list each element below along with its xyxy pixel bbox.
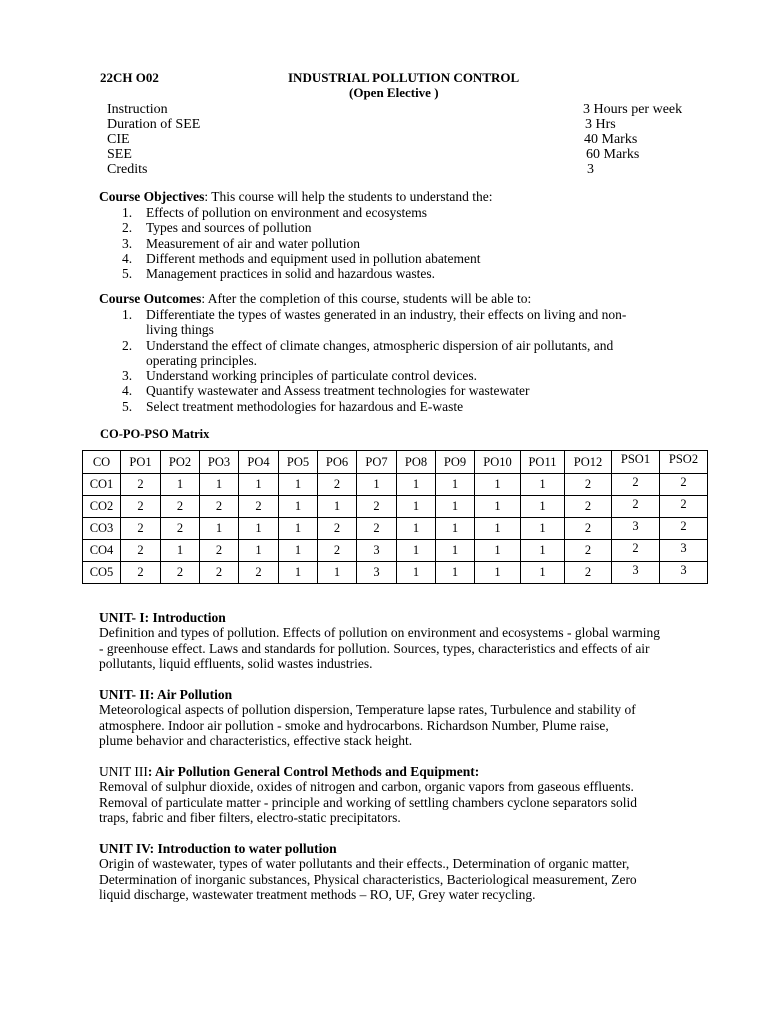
- matrix-cell: [660, 562, 708, 584]
- matrix-cell: 1: [475, 518, 521, 540]
- matrix-cell: CO1: [83, 474, 121, 496]
- item-text: Effects of pollution on environment and ecosystems: [146, 205, 427, 220]
- matrix-cell-value: 2: [680, 519, 687, 533]
- matrix-cell: CO5: [83, 562, 121, 584]
- matrix-cell-value: 2: [632, 475, 639, 489]
- item-text: Differentiate the types of wastes generated in an industry, their effects on living and non-: [146, 307, 627, 322]
- matrix-cell: 1: [397, 518, 436, 540]
- unit-line: Determination of inorganic substances, Physical characteristics, Bacteriological measurement, Zero: [99, 871, 637, 887]
- matrix-cell: 2: [121, 496, 161, 518]
- info-label: Credits: [107, 162, 148, 177]
- unit-line: Removal of particulate matter - principle and working of settling chambers cyclone separators solid: [99, 794, 637, 810]
- matrix-cell-value: 2: [632, 497, 639, 511]
- list-item: [99, 399, 626, 414]
- matrix-cell: 1: [161, 474, 200, 496]
- list-item: [99, 251, 481, 266]
- matrix-cell: 2: [357, 496, 397, 518]
- info-value: 3 Hours per week: [583, 102, 683, 117]
- matrix-header-cell: PO12: [565, 451, 612, 474]
- matrix-cell: 2: [239, 562, 279, 584]
- matrix-cell: 2: [121, 540, 161, 562]
- matrix-header-cell: CO: [83, 451, 121, 474]
- matrix-cell: [612, 496, 660, 518]
- matrix-cell: 1: [239, 518, 279, 540]
- unit-heading: UNIT IV: Introduction to water pollution: [99, 841, 337, 856]
- matrix-header-cell: PO6: [318, 451, 357, 474]
- matrix-cell: 1: [397, 496, 436, 518]
- unit-heading: UNIT- II: Air Pollution: [99, 687, 233, 702]
- matrix-cell: 2: [161, 518, 200, 540]
- item-text: Understand working principles of particulate control devices.: [146, 368, 478, 384]
- item-text: Management practices in solid and hazardous wastes.: [146, 266, 436, 282]
- item-number: 5.: [122, 398, 133, 414]
- objectives-label: Course Objectives: [99, 189, 205, 204]
- list-item: [99, 307, 626, 338]
- table-row: [83, 474, 708, 496]
- unit-line: plume behavior and characteristics, effective stack height.: [99, 733, 413, 749]
- matrix-cell-value: 3: [632, 519, 639, 533]
- matrix-header-cell: PO10: [475, 451, 521, 474]
- matrix-cell: 1: [318, 562, 357, 584]
- matrix-cell: 2: [318, 474, 357, 496]
- info-value: 40 Marks: [584, 132, 638, 147]
- matrix-cell: [660, 518, 708, 540]
- objectives-intro: : This course will help the students to understand the:: [204, 189, 493, 204]
- item-number: 2.: [122, 337, 133, 353]
- outcomes-intro: : After the completion of this course, students will be able to:: [201, 291, 532, 306]
- item-text: Quantify wastewater and Assess treatment technologies for wastewater: [146, 383, 530, 399]
- matrix-cell: 3: [357, 540, 397, 562]
- matrix-cell: 2: [318, 540, 357, 562]
- unit-line: liquid discharge, wastewater treatment methods – RO, UF, Grey water recycling.: [99, 887, 536, 903]
- item-number: 5.: [122, 266, 133, 282]
- item-number: 2.: [122, 220, 133, 236]
- item-number: 1.: [122, 307, 133, 322]
- matrix-cell: 2: [200, 562, 239, 584]
- matrix-cell: 2: [121, 474, 161, 496]
- info-value: 3: [587, 162, 594, 177]
- matrix-cell: [612, 540, 660, 562]
- matrix-cell: 1: [397, 562, 436, 584]
- outcomes-heading: [99, 291, 531, 307]
- unit-line: - greenhouse effect. Laws and standards for pollution. Sources, types, characteristics and effects of air: [99, 640, 650, 656]
- matrix-cell-value: 3: [632, 563, 639, 577]
- list-item: [99, 368, 626, 383]
- matrix-cell: [660, 496, 708, 518]
- matrix-cell: 1: [318, 496, 357, 518]
- list-item: [99, 236, 481, 251]
- item-text: Understand the effect of climate changes, atmospheric dispersion of air pollutants, and: [146, 337, 614, 353]
- outcomes-label: Course Outcomes: [99, 291, 202, 306]
- matrix-cell: 2: [565, 540, 612, 562]
- matrix-cell: [612, 474, 660, 496]
- unit-line: Removal of sulphur dioxide, oxides of nitrogen and carbon, organic vapors from gaseous effluents.: [99, 779, 634, 795]
- info-label: CIE: [107, 132, 130, 147]
- item-number: 3.: [122, 368, 133, 384]
- matrix-cell: CO4: [83, 540, 121, 562]
- matrix-cell: 2: [200, 496, 239, 518]
- matrix-header-cell: PO7: [357, 451, 397, 474]
- matrix-cell: 1: [521, 474, 565, 496]
- item-text-continued: operating principles.: [146, 352, 257, 368]
- matrix-cell: 1: [279, 518, 318, 540]
- matrix-cell: 1: [279, 540, 318, 562]
- matrix-cell-value: 2: [680, 475, 687, 489]
- matrix-cell-value: 2: [680, 497, 687, 511]
- info-value: 3 Hrs: [585, 117, 616, 132]
- item-text: Types and sources of pollution: [146, 220, 312, 236]
- table-row: [83, 496, 708, 518]
- matrix-header-row: [83, 451, 708, 474]
- matrix-header-cell: PO3: [200, 451, 239, 474]
- matrix-header-cell: [660, 451, 708, 474]
- matrix-cell: 1: [475, 540, 521, 562]
- info-value: 60 Marks: [586, 147, 640, 162]
- matrix-cell: 1: [239, 474, 279, 496]
- unit-4: [99, 841, 696, 903]
- unit-3: [99, 764, 696, 826]
- matrix-cell: 2: [318, 518, 357, 540]
- matrix-cell: 1: [397, 474, 436, 496]
- item-text: Measurement of air and water pollution: [146, 235, 361, 251]
- matrix-cell: 1: [436, 540, 475, 562]
- matrix-cell: [660, 474, 708, 496]
- item-text-continued: living things: [146, 322, 214, 338]
- list-item: [99, 338, 626, 369]
- info-label: SEE: [107, 147, 132, 162]
- objectives-list: [99, 205, 481, 281]
- list-item: [99, 220, 481, 235]
- matrix-cell: 1: [521, 496, 565, 518]
- matrix-cell: 1: [475, 496, 521, 518]
- list-item: [99, 383, 626, 398]
- unit-line: Origin of wastewater, types of water pollutants and their effects., Determination of organic matter,: [99, 856, 630, 872]
- matrix-header-cell: PO8: [397, 451, 436, 474]
- matrix-cell: 1: [161, 540, 200, 562]
- matrix-cell: 2: [565, 474, 612, 496]
- course-title: INDUSTRIAL POLLUTION CONTROL: [288, 70, 520, 85]
- list-item: [99, 266, 481, 281]
- matrix-title: CO-PO-PSO Matrix: [100, 427, 210, 441]
- unit-line: atmosphere. Indoor air pollution - smoke and hydrocarbons. Richardson Number, Plume raise,: [99, 717, 609, 733]
- unit-line: pollutants, liquid effluents, solid wastes industries.: [99, 656, 373, 672]
- unit-1: [99, 610, 696, 672]
- matrix-cell-value: PSO1: [620, 452, 651, 466]
- matrix-cell: 2: [121, 518, 161, 540]
- item-number: 3.: [122, 235, 133, 251]
- matrix-cell: 1: [357, 474, 397, 496]
- matrix-cell: 2: [239, 496, 279, 518]
- matrix-cell: 1: [436, 496, 475, 518]
- matrix-cell: CO3: [83, 518, 121, 540]
- matrix-cell: 3: [357, 562, 397, 584]
- matrix-cell: 1: [397, 540, 436, 562]
- matrix-cell: 2: [121, 562, 161, 584]
- matrix-header-cell: PO1: [121, 451, 161, 474]
- matrix-cell: 1: [436, 474, 475, 496]
- info-label: Duration of SEE: [107, 117, 201, 132]
- matrix-cell: 1: [521, 562, 565, 584]
- matrix-cell-value: 3: [680, 541, 687, 555]
- matrix-cell: 2: [565, 518, 612, 540]
- matrix-cell: 2: [161, 562, 200, 584]
- list-item: [99, 205, 481, 220]
- matrix-header-cell: PO4: [239, 451, 279, 474]
- matrix-header-cell: PO5: [279, 451, 318, 474]
- matrix-cell: 2: [565, 562, 612, 584]
- item-number: 1.: [122, 205, 133, 220]
- matrix-cell: [660, 540, 708, 562]
- matrix-cell: [612, 518, 660, 540]
- matrix-cell: 1: [279, 562, 318, 584]
- unit-line: Meteorological aspects of pollution dispersion, Temperature lapse rates, Turbulence and stability of: [99, 702, 636, 718]
- matrix-header-cell: PO2: [161, 451, 200, 474]
- unit-heading-prefix: UNIT III: [99, 764, 148, 779]
- item-text: Select treatment methodologies for hazardous and E-waste: [146, 398, 464, 414]
- table-row: [83, 518, 708, 540]
- matrix-cell-value: PSO2: [668, 452, 699, 466]
- unit-2: [99, 687, 696, 749]
- course-subtitle: (Open Elective ): [349, 85, 439, 100]
- course-code: 22CH O02: [100, 70, 159, 85]
- unit-heading-title: : Air Pollution General Control Methods and Equipment:: [147, 764, 480, 779]
- matrix-cell: 1: [521, 518, 565, 540]
- matrix-header-cell: PO9: [436, 451, 475, 474]
- matrix-cell: 1: [436, 562, 475, 584]
- matrix-cell: CO2: [83, 496, 121, 518]
- objectives-heading: [99, 189, 492, 205]
- matrix-cell: 2: [200, 540, 239, 562]
- table-row: [83, 562, 708, 584]
- matrix-cell-value: 2: [632, 541, 639, 555]
- outcomes-list: [99, 307, 626, 414]
- unit-heading: [99, 764, 696, 779]
- matrix-cell: 1: [436, 518, 475, 540]
- unit-line: traps, fabric and fiber filters, electro-static precipitators.: [99, 810, 401, 826]
- matrix-cell: 1: [279, 496, 318, 518]
- unit-line: Definition and types of pollution. Effects of pollution on environment and ecosystems - global warming: [99, 625, 661, 641]
- item-text: Different methods and equipment used in pollution abatement: [146, 250, 481, 266]
- matrix-cell: 1: [521, 540, 565, 562]
- matrix-cell: [612, 562, 660, 584]
- matrix-cell-value: 3: [680, 563, 687, 577]
- matrix-cell: 1: [239, 540, 279, 562]
- matrix-header-cell: [612, 451, 660, 474]
- unit-heading: UNIT- I: Introduction: [99, 610, 226, 625]
- matrix-cell: 1: [200, 474, 239, 496]
- matrix-cell: 2: [161, 496, 200, 518]
- table-row: [83, 540, 708, 562]
- info-label: Instruction: [107, 102, 168, 117]
- matrix-header-cell: PO11: [521, 451, 565, 474]
- item-number: 4.: [122, 250, 133, 266]
- matrix-cell: 1: [279, 474, 318, 496]
- matrix-cell: 2: [565, 496, 612, 518]
- item-number: 4.: [122, 383, 133, 399]
- matrix-cell: 2: [357, 518, 397, 540]
- matrix-cell: 1: [475, 474, 521, 496]
- matrix-cell: 1: [200, 518, 239, 540]
- co-po-pso-matrix: [82, 450, 708, 584]
- matrix-cell: 1: [475, 562, 521, 584]
